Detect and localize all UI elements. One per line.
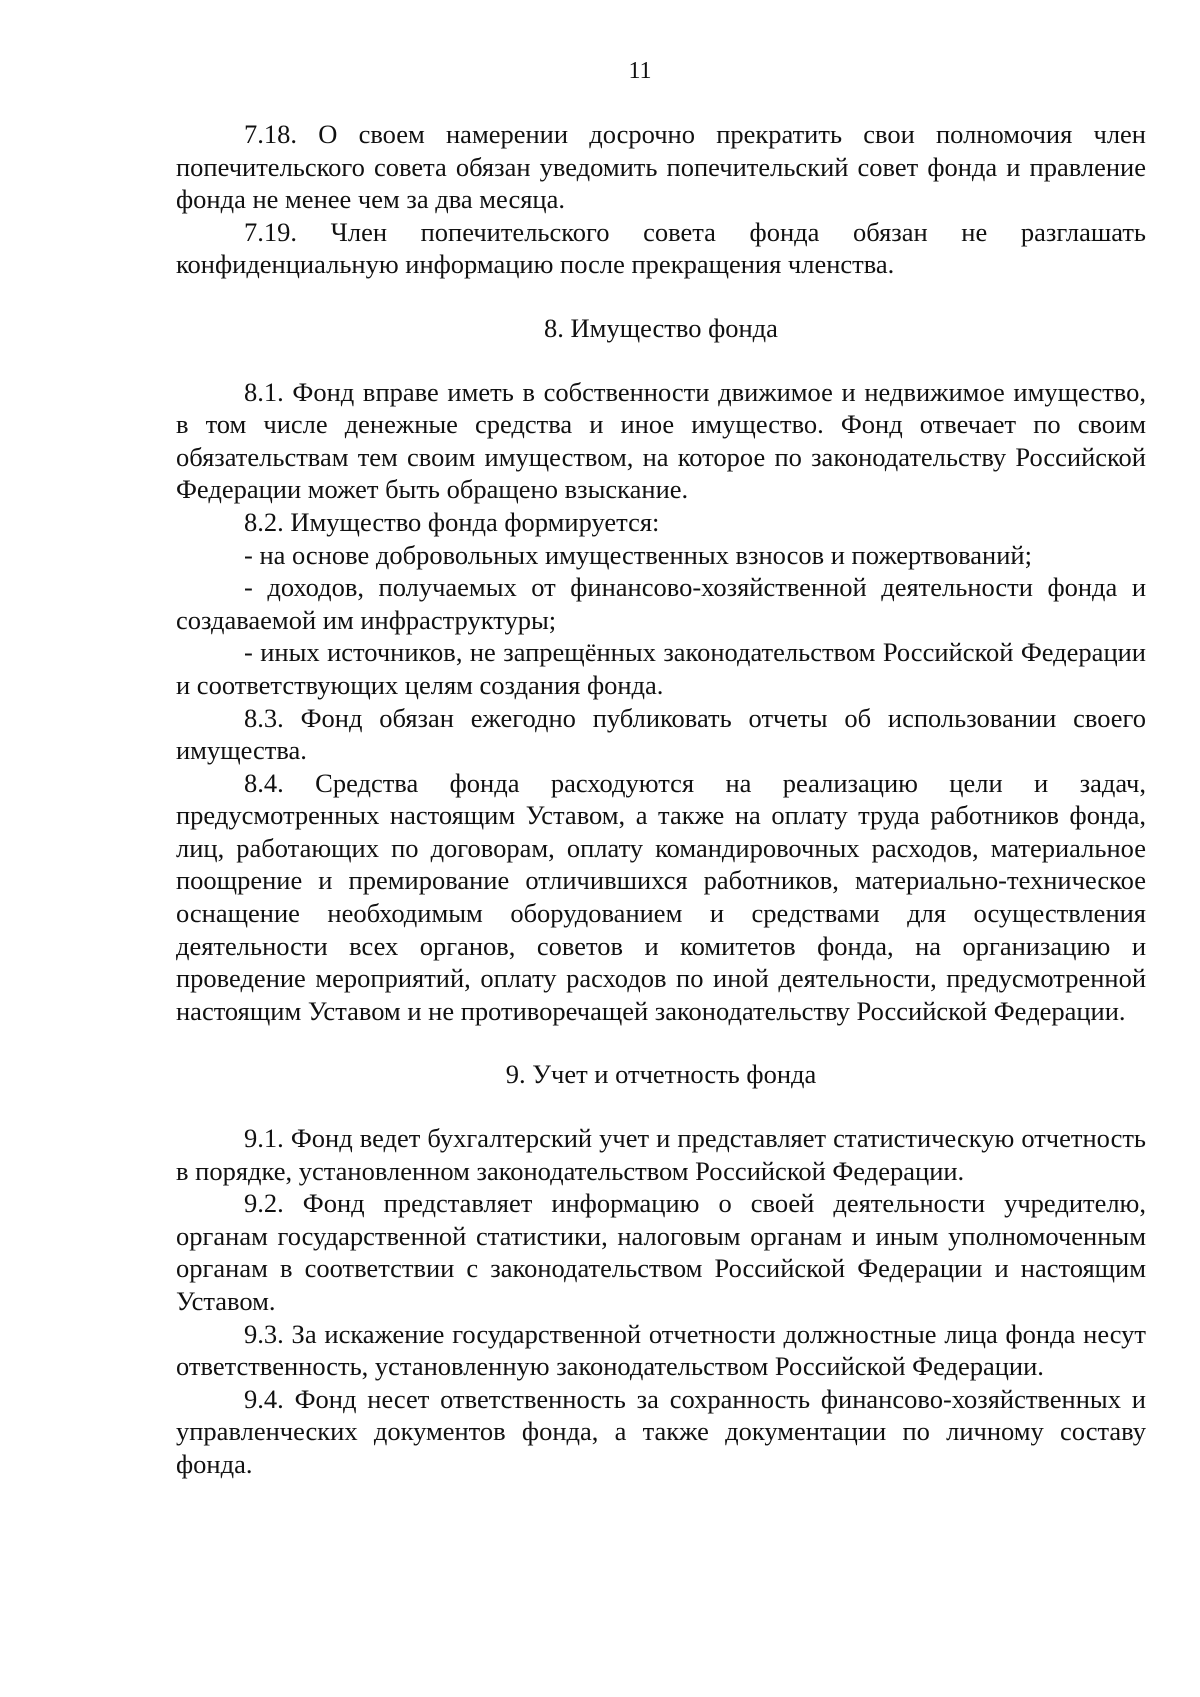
paragraph-9-4: 9.4. Фонд несет ответственность за сохранность финансово-хозяйственных и управленческих документов фонда, а также документации по личному составу фонда. — [176, 1383, 1146, 1479]
paragraph-9-3: 9.3. За искажение государственной отчетности должностные лица фонда несут ответственность, установленную законодательством Российской Федерации. — [176, 1318, 1146, 1382]
paragraph-7-19: 7.19. Член попечительского совета фонда обязан не разглашать конфиденциальную информацию после прекращения членства. — [176, 216, 1146, 280]
paragraph-9-2: 9.2. Фонд представляет информацию о своей деятельности учредителю, органам государственной статистики, налоговым органам и иным уполномоченным органам в соответствии с законодательством Российской Федерации и настоящим Уставом. — [176, 1188, 1146, 1316]
document-body — [176, 118, 1146, 1481]
paragraph-8-1: 8.1. Фонд вправе иметь в собственности движимое и недвижимое имущество, в том числе денежные средства и иное имущество. Фонд отвечает по своим обязательствам тем своим имуществом, на которое по законодательству Российской Федерации может быть обращено взыскание. — [176, 376, 1146, 505]
paragraph-8-4: 8.4. Средства фонда расходуются на реализацию цели и задач, предусмотренных настоящим Уставом, а также на оплату труда работников фонда, лиц, работающих по договорам, оплату командировочных расходов, материальное поощрение и премирование отличившихся работников, материально-техническое оснащение необходимым оборудованием и средствами для осуществления деятельности всех органов, советов и комитетов фонда, на организацию и проведение мероприятий, оплату расходов по иной деятельности, предусмотренной настоящим Уставом и не противоречащей законодательству Российской Федерации. — [176, 767, 1146, 1026]
spacer — [176, 281, 1146, 312]
section-9-title: 9. Учет и отчетность фонда — [505, 1059, 817, 1090]
paragraph-7-18: 7.18. О своем намерении досрочно прекратить свои полномочия член попечительского совета обязан уведомить попечительский совет фонда и правление фонда не менее чем за два месяца. — [176, 119, 1146, 215]
list-item: - доходов, получаемых от финансово-хозяйственной деятельности фонда и создаваемой им инфраструктуры; — [176, 572, 1146, 635]
paragraph-9-1: 9.1. Фонд ведет бухгалтерский учет и представляет статистическую отчетность в порядке, установленном законодательством Российской Федерации. — [176, 1123, 1146, 1186]
paragraph-8-3: 8.3. Фонд обязан ежегодно публиковать отчеты об использовании своего имущества. — [176, 702, 1146, 766]
list-item: - на основе добровольных имущественных взносов и пожертвований; — [244, 539, 1032, 570]
spacer — [176, 1091, 1146, 1122]
list-item: - иных источников, не запрещённых законодательством Российской Федерации и соответствующих целям создания фонда. — [176, 637, 1146, 700]
spacer — [176, 1027, 1146, 1058]
spacer — [176, 345, 1146, 376]
page-number: 11 — [628, 58, 652, 84]
paragraph-8-2: 8.2. Имущество фонда формируется: — [244, 506, 660, 537]
section-8-title: 8. Имущество фонда — [544, 312, 778, 343]
